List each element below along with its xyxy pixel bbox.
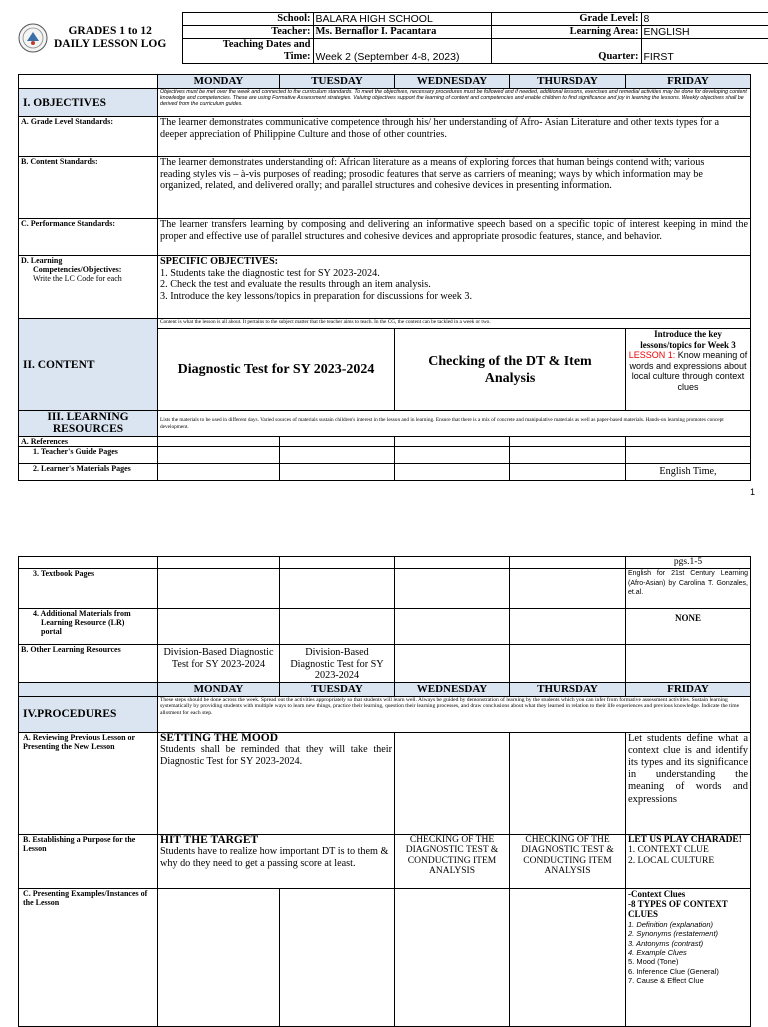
lesson-table-page1 [18,74,751,481]
textbook-friday: English for 21st Century Learning (Afro-Asian) by Carolina T. Gonzales, et.al. [626,569,751,609]
establishing-purpose-label: B. Establishing a Purpose for the Lesson [19,834,158,888]
learners-materials-friday-cont: pgs.1-5 [626,557,751,569]
content-wed-thu: Checking of the DT & Item Analysis [395,329,626,411]
dates-label-1: Teaching Dates and [222,39,311,50]
title-line-2: DAILY LESSON LOG [54,38,167,50]
other-resources-monday: Division-Based Diagnostic Test for SY 2023-2024 [158,645,280,683]
reviewing-lesson-friday: Let students define what a context clue is and identify its types and its significance in understanding the meaning of words and expressions [626,732,751,834]
resources-title-2: RESOURCES [52,423,124,435]
grade-standards-text [158,117,751,157]
area-label: Learning Area: [491,26,641,39]
day-wednesday: WEDNESDAY [395,75,510,89]
lesson-1-text: Know meaning of words and expressions about local culture through context clues [629,350,748,392]
dates-label [182,39,313,64]
day-monday: MONDAY [158,75,280,89]
grade-value: 8 [641,13,768,26]
competencies-label-2: Competencies/Objectives: [33,265,122,274]
resources-note: Lists the materials to be used in different days. Varied sources of materials sustain children's interest in the lesson and in learning. Ensure that there is a mix of concrete and manipulative materials as well as paper-based materials. Hands-on learning promotes concept development. [158,411,751,437]
additional-materials-label-1: 4. Additional Materials from [33,609,131,618]
objective-3: 3. Introduce the key lessons/topics in preparation for discussions for week 3. [160,290,473,302]
procedures-title: IV.PROCEDURES [19,696,158,732]
logo-title-cell [16,13,182,64]
presenting-examples-label: C. Presenting Examples/Instances of the Lesson [19,888,158,1026]
grade-label: Grade Level: [491,13,641,26]
deped-seal-icon [18,23,48,53]
title-line-1: GRADES 1 to 12 [68,25,152,37]
type-6: 6. Inference Clue (General) [628,966,719,976]
type-4: 4. Example Clues [628,947,687,957]
objective-1: 1. Students take the diagnostic test for SY 2023-2024. [160,267,380,279]
presenting-examples-friday [626,888,751,1026]
competencies-label-1: D. Learning [21,256,63,265]
content-title: II. CONTENT [19,319,158,411]
textbook-label: 3. Textbook Pages [19,569,158,609]
type-7: 7. Cause & Effect Clue [628,976,704,986]
day2-thursday: THURSDAY [510,682,626,696]
other-resources-label: B. Other Learning Resources [19,645,158,683]
content-note: Content is what the lesson is all about. It pertains to the subject matter that the teacher aims to teach. In the CG, the content can be tackled in a week or two. [158,319,751,329]
competencies-label [19,256,158,319]
type-5: 5. Mood (Tone) [628,957,679,967]
reviewing-lesson-label: A. Reviewing Previous Lesson or Presenting the New Lesson [19,732,158,834]
school-label: School: [182,13,313,26]
content-friday-heading: Introduce the key lessons/topics for Week 3 [640,329,736,350]
charade-item-1: 1. CONTEXT CLUE [628,845,709,855]
type-1: 1. Definition (explanation) [628,919,714,929]
establishing-purpose-mon-tue [158,834,395,888]
objectives-title: I. OBJECTIVES [19,89,158,117]
charade-item-2: 2. LOCAL CULTURE [628,855,715,866]
establishing-purpose-friday [626,834,751,888]
hit-the-target-text: Students have to realize how important DT is to them & why do they need to get a passing score at least. [160,846,389,869]
types-heading: -8 TYPES OF CONTEXT CLUES [628,898,728,920]
type-2: 2. Synonyms (restatement) [628,929,719,939]
content-mon-tue: Diagnostic Test for SY 2023-2024 [158,329,395,411]
competencies-text [158,256,751,319]
setting-the-mood-heading: SETTING THE MOOD [160,732,279,744]
lesson-1-label: LESSON 1: [628,350,676,360]
additional-materials-friday: NONE [626,609,751,645]
teacher-label: Teacher: [182,26,313,39]
objective-2: 2. Check the test and evaluate the results through an item analysis. [160,279,431,290]
hit-the-target-heading: HIT THE TARGET [160,834,259,846]
grade-standards-line-1: The learner demonstrates communicative competence through his/ her understanding of Afro- Asian Literature and other texts types for a [160,117,719,128]
quarter-label: Quarter: [491,39,641,64]
context-clues-heading: -Context Clues [628,888,686,899]
content-standards-label: B. Content Standards: [19,157,158,219]
dates-label-2: Time: [283,51,311,62]
references-label: A. References [19,437,158,447]
performance-standards-text: The learner transfers learning by composing and delivering an informative speech based on a specific topic of interest keeping in mind the proper and effective use of parallel structures and cohesive devices and appropriate prosodic features, stance, and behavior. [158,219,751,256]
grade-standards-line-2: deeper appreciation of Philippine Culture and those of other countries. [160,128,447,140]
quarter-value: FIRST [641,39,768,64]
specific-objectives-heading: SPECIFIC OBJECTIVES: [160,256,279,267]
content-standards-line-1: The learner demonstrates understanding of: African literature as a means of exploring forces that human beings contend with; various [160,157,705,168]
establishing-purpose-wednesday: CHECKING OF THE DIAGNOSTIC TEST & CONDUCTING ITEM ANALYSIS [395,834,510,888]
day-thursday: THURSDAY [510,75,626,89]
page-number: 1 [750,487,756,497]
header-table [16,12,768,64]
resources-title-1: III. LEARNING [47,411,129,423]
reviewing-lesson-mon-tue [158,732,395,834]
other-resources-tuesday: Division-Based Diagnostic Test for SY 2023-2024 [280,645,395,683]
day2-wednesday: WEDNESDAY [395,682,510,696]
teacher-value: Ms. Bernaflor I. Pacantara [313,26,491,39]
additional-materials-label-2: Learning Resource (LR) [41,618,125,627]
procedures-note: These steps should be done across the week. Spread out the activities appropriately so that students will learn well. Always be guided by demonstration of learning by the students which you can infer from formative assessment activities. Sustain learning systematically by providing students with multiple ways to learn new things, practice their learning, question their learning processes, and draw conclusions about what they learned in relation to their life experiences and previous knowledge. Indicate the time allotment for each step. [158,696,751,732]
day-friday: FRIDAY [626,75,751,89]
content-standards-text [158,157,751,219]
setting-the-mood-text: Students shall be reminded that they will take their Diagnostic Test for SY 2023-2024. [160,744,392,767]
objectives-note: Objectives must be met over the week and connected to the curriculum standards. To meet the objectives, necessary procedures must be followed and if needed, additional lessons, exercises and remedial activities may be done for developing content knowledge and competencies. These are using Formative Assessment strategies. Valuing objectives support the learning of content and competencies and enable children to find significance and joy in learning the lessons. Weekly objectives shall be derived from the curriculum guides. [158,89,751,117]
dates-value: Week 2 (September 4-8, 2023) [313,39,491,64]
day-tuesday: TUESDAY [280,75,395,89]
establishing-purpose-thursday: CHECKING OF THE DIAGNOSTIC TEST & CONDUCTING ITEM ANALYSIS [510,834,626,888]
competencies-label-3: Write the LC Code for each [33,274,122,283]
day2-monday: MONDAY [158,682,280,696]
additional-materials-label [19,609,158,645]
teachers-guide-label: 1. Teacher's Guide Pages [19,447,158,464]
grade-standards-label: A. Grade Level Standards: [19,117,158,157]
day2-tuesday: TUESDAY [280,682,395,696]
lesson-table-page2 [18,556,751,1027]
school-value: BALARA HIGH SCHOOL [313,13,491,26]
learners-materials-friday: English Time, [626,464,751,481]
day2-friday: FRIDAY [626,682,751,696]
charade-heading: LET US PLAY CHARADE! [628,834,742,845]
area-value: ENGLISH [641,26,768,39]
additional-materials-label-3: portal [41,627,62,636]
performance-standards-label: C. Performance Standards: [19,219,158,256]
content-friday [626,329,751,411]
learners-materials-label: 2. Learner's Materials Pages [19,464,158,481]
content-standards-line-2: reading styles vis – à-vis purposes of reading; prosodic features that serve as carriers of meaning; ways by which information may be [160,168,703,180]
type-3: 3. Antonyms (contrast) [628,938,704,948]
resources-title [19,411,158,437]
content-standards-line-3: organized, related, and delivered orally; and parallel structures and cohesive devices in presenting information. [160,180,612,191]
